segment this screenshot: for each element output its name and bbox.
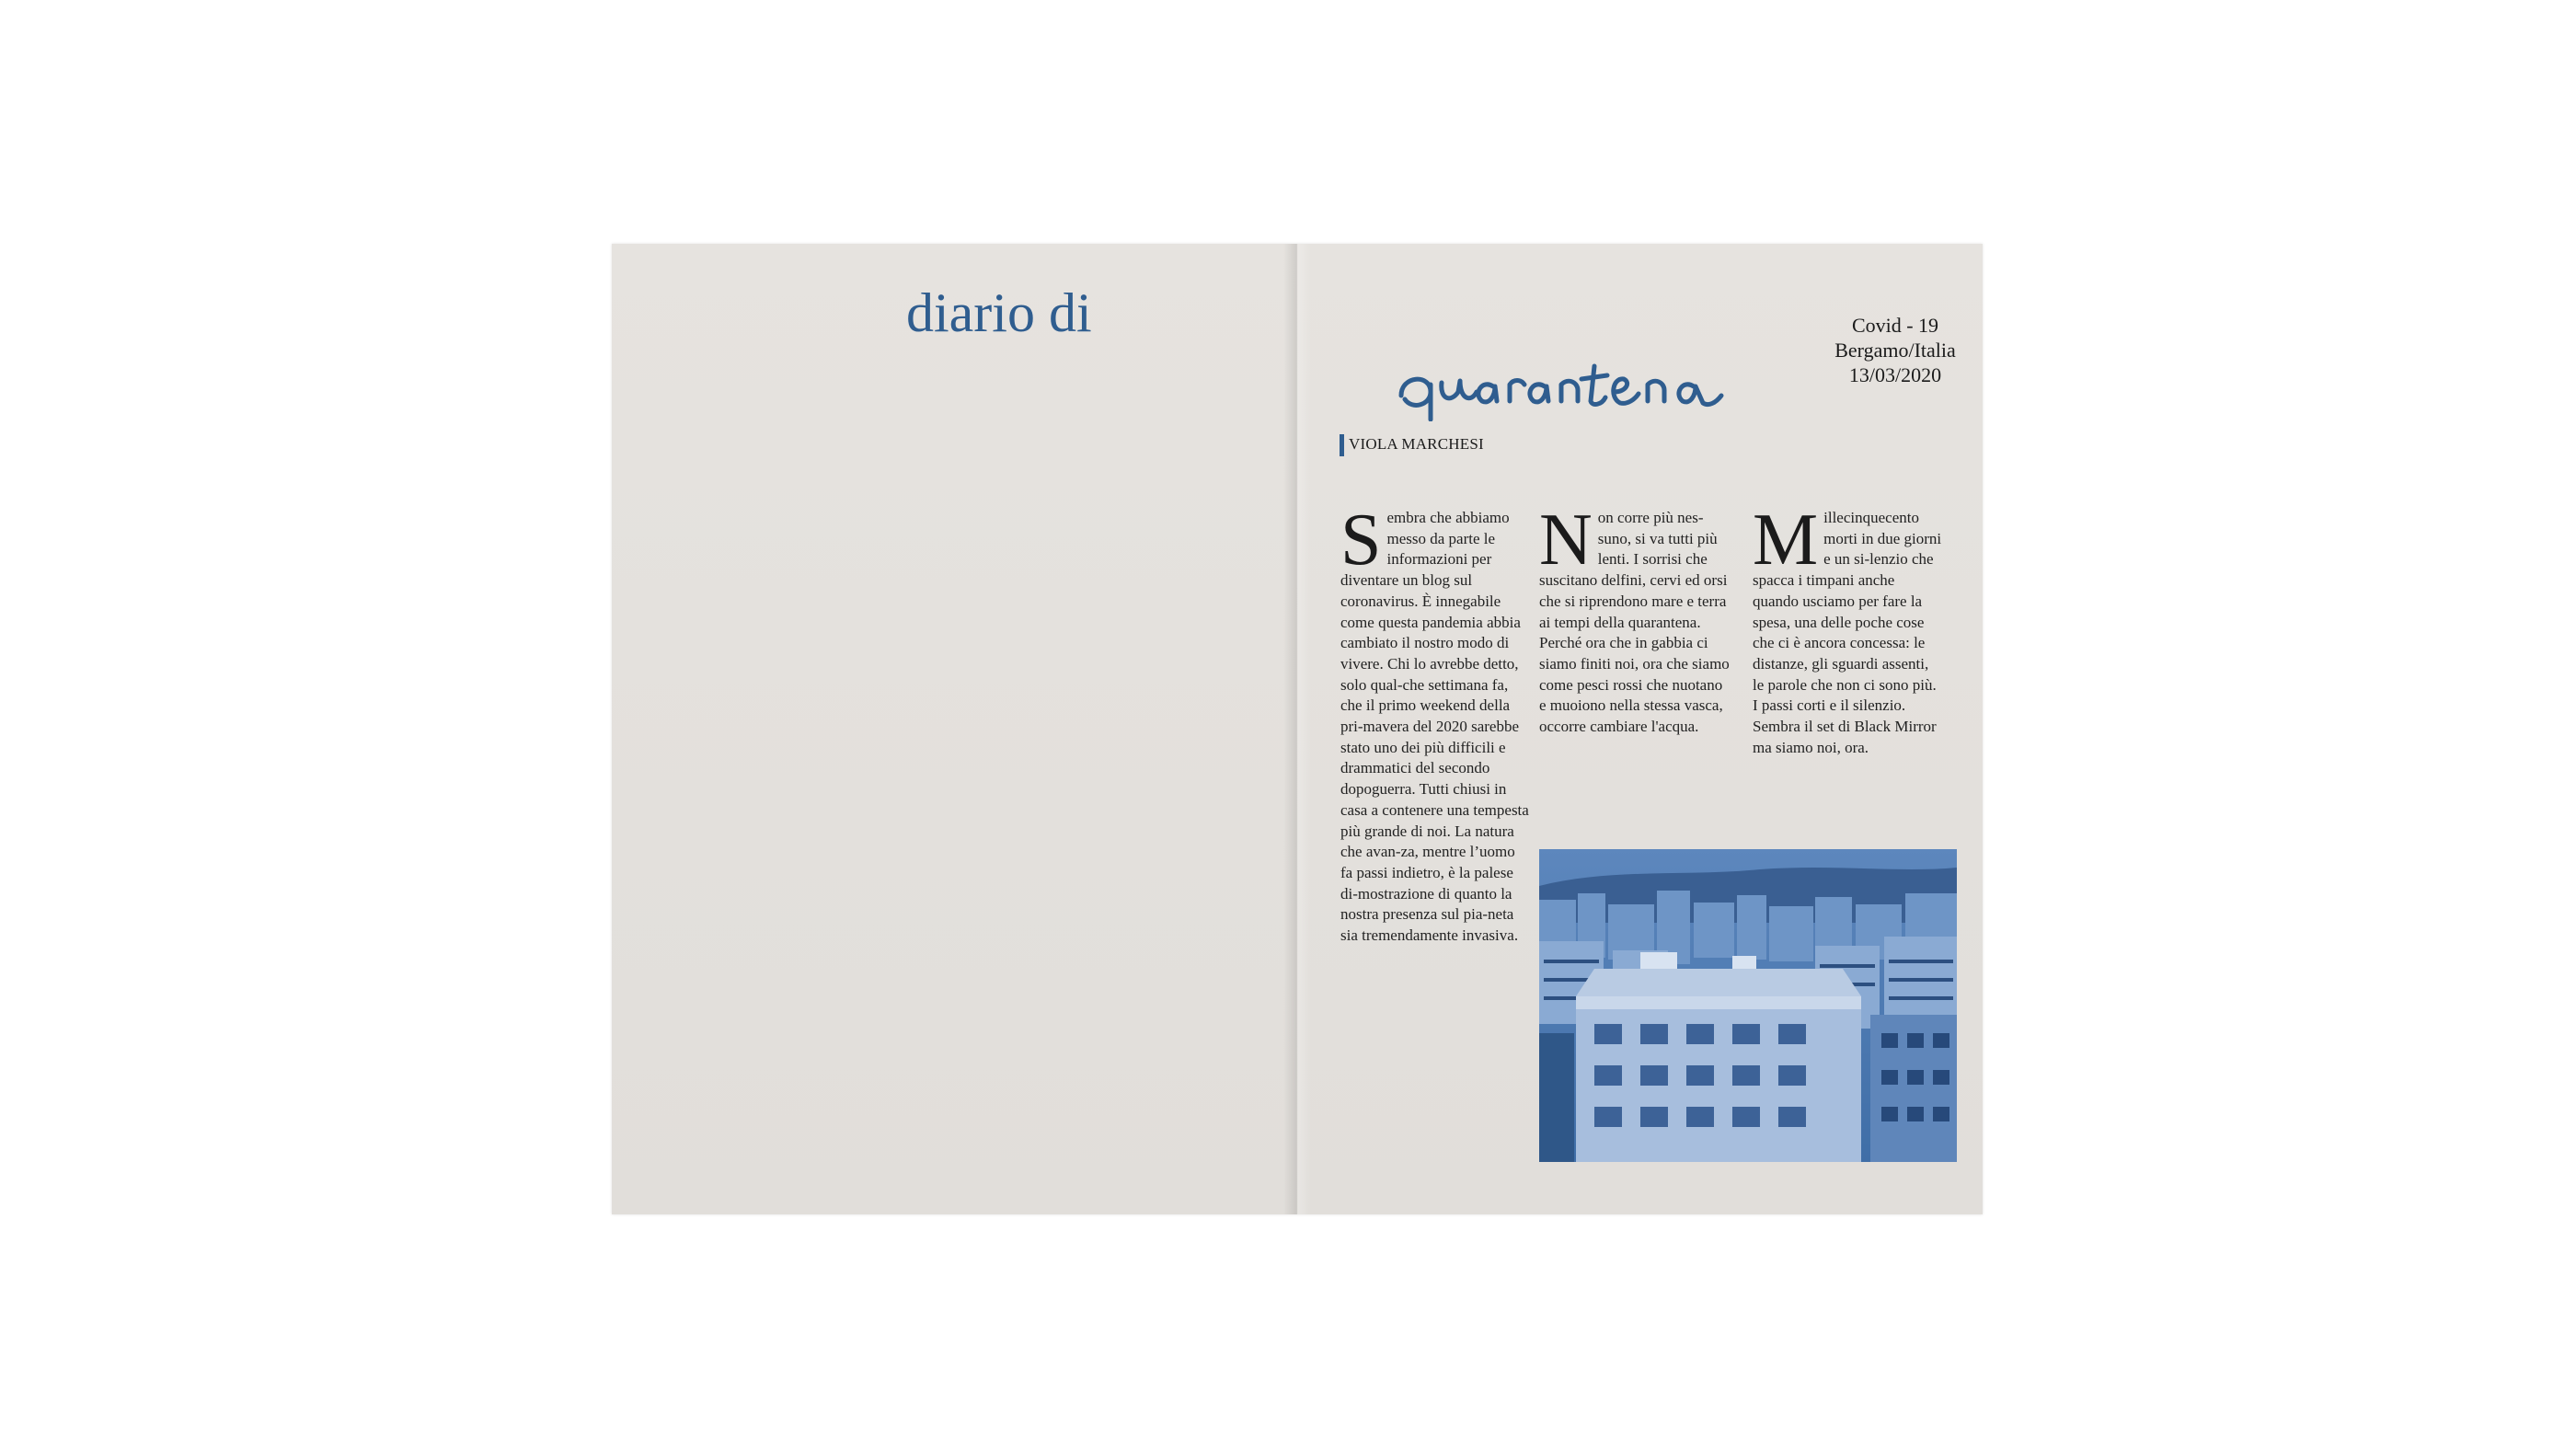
column-text: embra che abbiamo messo da parte le informazioni per diventare un blog sul coronavirus. È innegabile come questa pandemia abbia cambiato il nostro modo di vivere. Chi lo avrebbe detto, solo qual-che settimana fa, che il primo weekend della pri-mavera del 2020 sarebbe stato uno dei più difficili e drammatici del secondo dopoguerra. Tutti chiusi in casa a contenere una tempesta più grande di noi. La natura che avan-za, mentre l’uomo fa passi indietro, è la palese di-mostrazione di quanto la nostra presenza sul pia-neta sia tremendamente invasiva.	[1340, 509, 1529, 945]
city-rooftops-photo	[1539, 849, 1957, 1162]
dateline-topic: Covid - 19	[1851, 314, 1939, 337]
left-page	[612, 244, 1297, 1214]
dropcap: M	[1753, 500, 1819, 581]
dropcap: S	[1340, 500, 1382, 581]
article-column-3	[1753, 500, 1943, 758]
page-gutter	[1283, 244, 1311, 1214]
column-text: on corre più nes-suno, si va tutti più lenti. I sorrisi che suscitano delfini, cervi ed orsi che si riprendono mare e terra ai tempi della quarantena. Perché ora che in gabbia ci siamo finiti noi, ora che siamo come pesci rossi che nuotano e muoiono nella stessa vasca, occorre cambiare l'acqua.	[1539, 509, 1730, 736]
article-column-2	[1539, 500, 1731, 738]
dateline	[1803, 313, 1987, 387]
city-rooftops-illustration	[1539, 849, 1957, 1162]
dateline-date: 13/03/2020	[1848, 363, 1942, 386]
masthead-title: diario di	[906, 282, 1092, 343]
dateline-place: Bergamo/Italia	[1834, 339, 1956, 362]
column-text: illecinquecento morti in due giorni e un si-lenzio che spacca i timpani anche quando usciamo per fare la spesa, una delle poche cose che ci è ancora concessa: le distanze, gli sguardi assenti, le parole che non ci sono più. I passi corti e il silenzio. Sembra il set di Black Mirror ma siamo noi, ora.	[1753, 509, 1942, 756]
article-column-1	[1340, 500, 1529, 947]
byline-accent-bar	[1340, 434, 1344, 456]
dropcap: N	[1539, 500, 1593, 581]
masthead-script-logo	[1394, 339, 1730, 421]
author-byline: VIOLA MARCHESI	[1349, 435, 1484, 453]
